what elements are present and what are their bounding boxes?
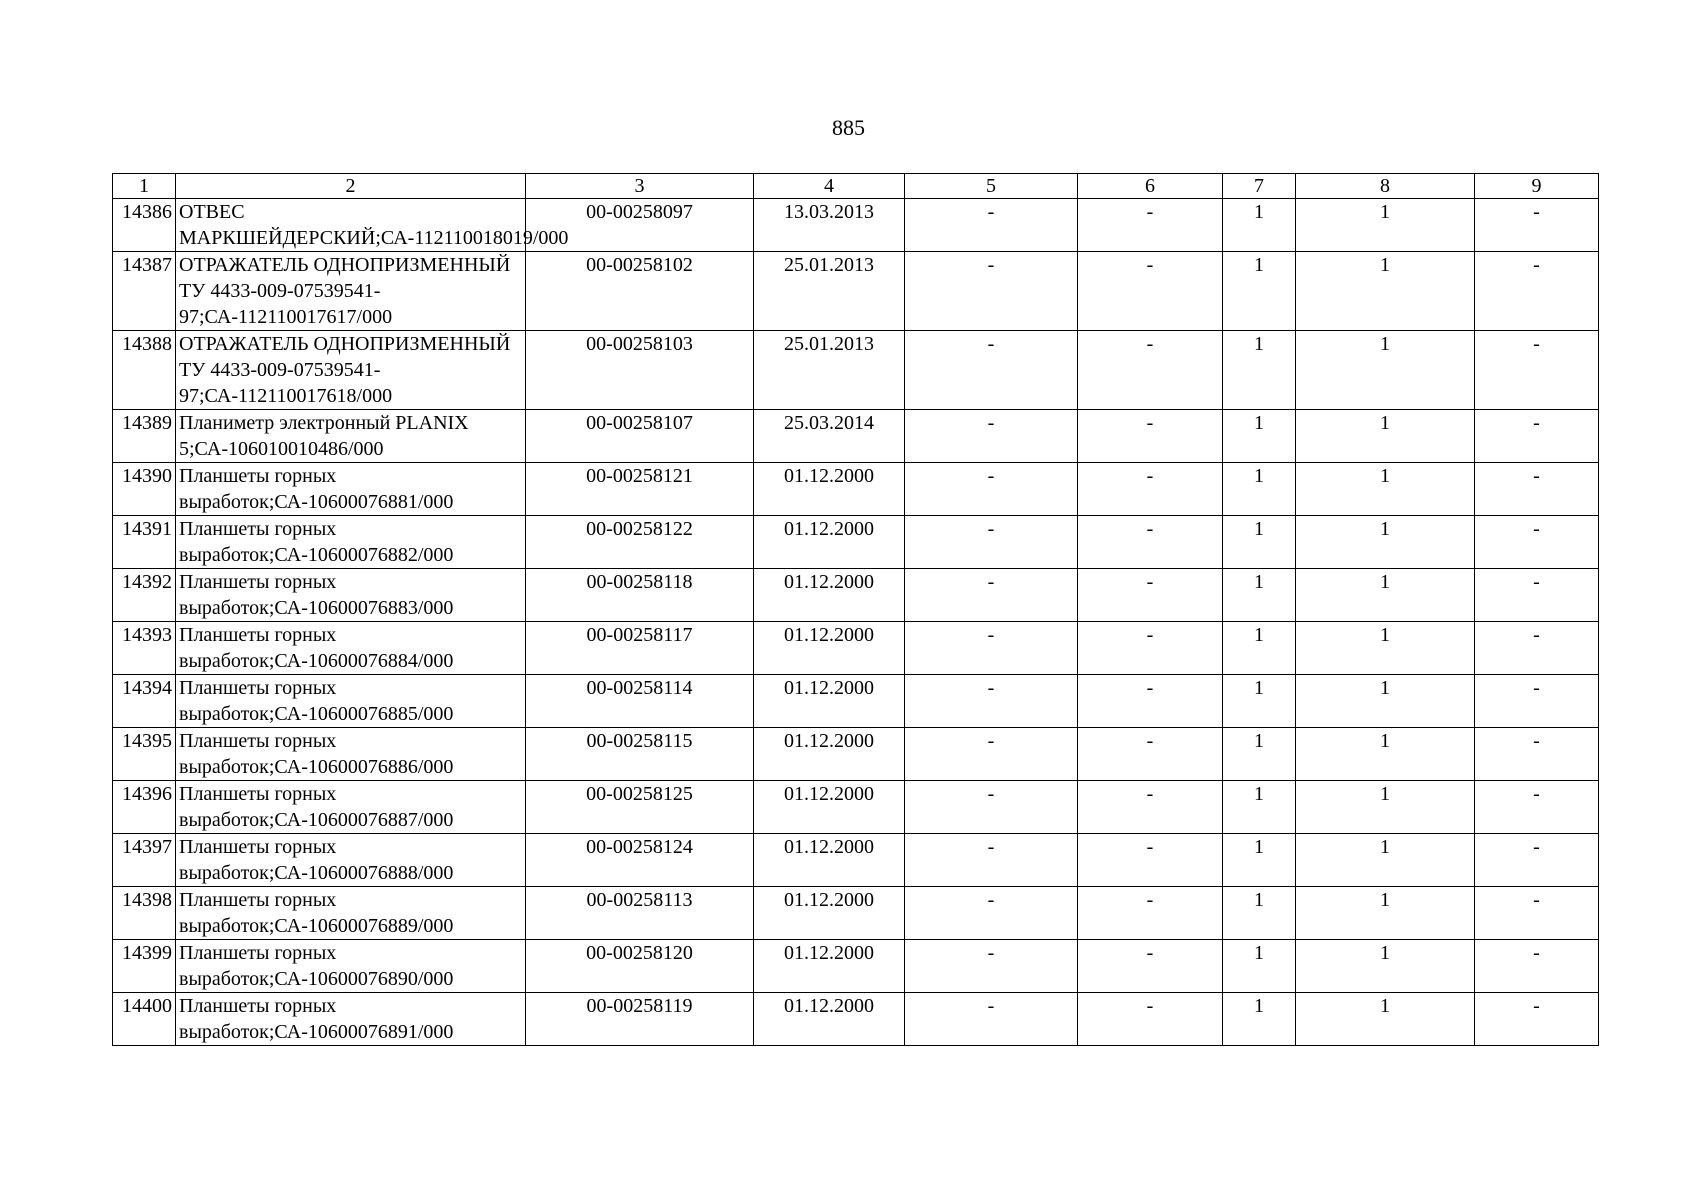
- row-number-cell: 14395: [113, 728, 176, 781]
- column-5-cell: -: [905, 834, 1078, 887]
- table-row: [113, 887, 1599, 940]
- column-6-cell: -: [1078, 675, 1223, 728]
- column-7-cell: 1: [1223, 781, 1296, 834]
- page-number: 885: [832, 115, 865, 140]
- item-name-cell: Планшеты горных выработок;СА-10600076886/000: [176, 728, 526, 781]
- column-6-cell: -: [1078, 569, 1223, 622]
- date-cell: 01.12.2000: [754, 728, 905, 781]
- column-8-cell: 1: [1296, 993, 1475, 1046]
- table-row: [113, 516, 1599, 569]
- column-8-cell: 1: [1296, 940, 1475, 993]
- header-cell: 1: [113, 174, 176, 199]
- table-row: [113, 781, 1599, 834]
- row-number-cell: 14390: [113, 463, 176, 516]
- header-row: [113, 174, 1599, 199]
- column-8-cell: 1: [1296, 199, 1475, 252]
- column-5-cell: -: [905, 887, 1078, 940]
- table-row: [113, 199, 1599, 252]
- header-cell: 6: [1078, 174, 1223, 199]
- column-9-cell: -: [1475, 199, 1599, 252]
- column-7-cell: 1: [1223, 834, 1296, 887]
- column-8-cell: 1: [1296, 834, 1475, 887]
- row-number-cell: 14391: [113, 516, 176, 569]
- header-cell: 8: [1296, 174, 1475, 199]
- date-cell: 01.12.2000: [754, 569, 905, 622]
- row-number-cell: 14396: [113, 781, 176, 834]
- column-9-cell: -: [1475, 516, 1599, 569]
- column-7-cell: 1: [1223, 993, 1296, 1046]
- inventory-code-cell: 00-00258113: [526, 887, 754, 940]
- column-6-cell: -: [1078, 331, 1223, 410]
- date-cell: 25.01.2013: [754, 252, 905, 331]
- column-5-cell: -: [905, 940, 1078, 993]
- column-9-cell: -: [1475, 781, 1599, 834]
- header-cell: 7: [1223, 174, 1296, 199]
- item-name-cell: ОТВЕС МАРКШЕЙДЕРСКИЙ;СА-112110018019/000: [176, 199, 526, 252]
- column-5-cell: -: [905, 781, 1078, 834]
- inventory-code-cell: 00-00258118: [526, 569, 754, 622]
- row-number-cell: 14388: [113, 331, 176, 410]
- inventory-code-cell: 00-00258107: [526, 410, 754, 463]
- column-7-cell: 1: [1223, 728, 1296, 781]
- column-6-cell: -: [1078, 199, 1223, 252]
- inventory-code-cell: 00-00258122: [526, 516, 754, 569]
- column-5-cell: -: [905, 675, 1078, 728]
- column-9-cell: -: [1475, 834, 1599, 887]
- column-5-cell: -: [905, 569, 1078, 622]
- column-5-cell: -: [905, 331, 1078, 410]
- inventory-code-cell: 00-00258124: [526, 834, 754, 887]
- column-8-cell: 1: [1296, 781, 1475, 834]
- item-name-cell: Планшеты горных выработок;СА-10600076889/000: [176, 887, 526, 940]
- item-name-cell: Планшеты горных выработок;СА-10600076890/000: [176, 940, 526, 993]
- item-name-cell: ОТРАЖАТЕЛЬ ОДНОПРИЗМЕННЫЙ ТУ 4433-009-07539541-97;СА-112110017618/000: [176, 331, 526, 410]
- column-8-cell: 1: [1296, 675, 1475, 728]
- table-body: [113, 199, 1599, 1046]
- header-cell: 5: [905, 174, 1078, 199]
- column-9-cell: -: [1475, 728, 1599, 781]
- item-name-cell: Планшеты горных выработок;СА-10600076882/000: [176, 516, 526, 569]
- column-6-cell: -: [1078, 887, 1223, 940]
- row-number-cell: 14386: [113, 199, 176, 252]
- date-cell: 01.12.2000: [754, 516, 905, 569]
- column-6-cell: -: [1078, 834, 1223, 887]
- column-9-cell: -: [1475, 940, 1599, 993]
- header-cell: 9: [1475, 174, 1599, 199]
- date-cell: 01.12.2000: [754, 834, 905, 887]
- column-7-cell: 1: [1223, 410, 1296, 463]
- row-number-cell: 14393: [113, 622, 176, 675]
- column-7-cell: 1: [1223, 463, 1296, 516]
- date-cell: 01.12.2000: [754, 887, 905, 940]
- item-name-cell: Планшеты горных выработок;СА-10600076888/000: [176, 834, 526, 887]
- inventory-code-cell: 00-00258097: [526, 199, 754, 252]
- date-cell: 01.12.2000: [754, 781, 905, 834]
- column-8-cell: 1: [1296, 887, 1475, 940]
- item-name-cell: Планшеты горных выработок;СА-10600076881/000: [176, 463, 526, 516]
- column-7-cell: 1: [1223, 940, 1296, 993]
- date-cell: 13.03.2013: [754, 199, 905, 252]
- item-name-cell: Планшеты горных выработок;СА-10600076885/000: [176, 675, 526, 728]
- column-8-cell: 1: [1296, 410, 1475, 463]
- date-cell: 01.12.2000: [754, 675, 905, 728]
- table-row: [113, 834, 1599, 887]
- column-8-cell: 1: [1296, 516, 1475, 569]
- inventory-code-cell: 00-00258103: [526, 331, 754, 410]
- column-9-cell: -: [1475, 331, 1599, 410]
- inventory-code-cell: 00-00258114: [526, 675, 754, 728]
- column-6-cell: -: [1078, 252, 1223, 331]
- column-7-cell: 1: [1223, 675, 1296, 728]
- item-name-cell: Планшеты горных выработок;СА-10600076891/000: [176, 993, 526, 1046]
- column-8-cell: 1: [1296, 622, 1475, 675]
- header-cell: 3: [526, 174, 754, 199]
- inventory-code-cell: 00-00258115: [526, 728, 754, 781]
- column-9-cell: -: [1475, 252, 1599, 331]
- column-8-cell: 1: [1296, 331, 1475, 410]
- column-6-cell: -: [1078, 622, 1223, 675]
- header-cell: 2: [176, 174, 526, 199]
- row-number-cell: 14398: [113, 887, 176, 940]
- inventory-code-cell: 00-00258121: [526, 463, 754, 516]
- row-number-cell: 14400: [113, 993, 176, 1046]
- inventory-code-cell: 00-00258117: [526, 622, 754, 675]
- date-cell: 01.12.2000: [754, 940, 905, 993]
- column-7-cell: 1: [1223, 516, 1296, 569]
- column-8-cell: 1: [1296, 728, 1475, 781]
- column-6-cell: -: [1078, 516, 1223, 569]
- inventory-code-cell: 00-00258125: [526, 781, 754, 834]
- column-7-cell: 1: [1223, 331, 1296, 410]
- item-name-cell: Планшеты горных выработок;СА-10600076884/000: [176, 622, 526, 675]
- row-number-cell: 14394: [113, 675, 176, 728]
- item-name-cell: ОТРАЖАТЕЛЬ ОДНОПРИЗМЕННЫЙ ТУ 4433-009-07539541-97;СА-112110017617/000: [176, 252, 526, 331]
- date-cell: 25.01.2013: [754, 331, 905, 410]
- column-6-cell: -: [1078, 993, 1223, 1046]
- header-cell: 4: [754, 174, 905, 199]
- column-8-cell: 1: [1296, 463, 1475, 516]
- column-6-cell: -: [1078, 728, 1223, 781]
- column-9-cell: -: [1475, 993, 1599, 1046]
- column-7-cell: 1: [1223, 622, 1296, 675]
- column-9-cell: -: [1475, 463, 1599, 516]
- column-6-cell: -: [1078, 410, 1223, 463]
- column-5-cell: -: [905, 410, 1078, 463]
- column-6-cell: -: [1078, 940, 1223, 993]
- table-row: [113, 569, 1599, 622]
- column-9-cell: -: [1475, 410, 1599, 463]
- item-name-cell: Планиметр электронный PLANIX 5;СА-106010010486/000: [176, 410, 526, 463]
- column-7-cell: 1: [1223, 252, 1296, 331]
- table-header: [113, 174, 1599, 199]
- table-row: [113, 940, 1599, 993]
- table-row: [113, 622, 1599, 675]
- table-row: [113, 463, 1599, 516]
- date-cell: 01.12.2000: [754, 993, 905, 1046]
- row-number-cell: 14387: [113, 252, 176, 331]
- column-8-cell: 1: [1296, 569, 1475, 622]
- column-5-cell: -: [905, 516, 1078, 569]
- inventory-table: [112, 173, 1599, 1046]
- column-7-cell: 1: [1223, 887, 1296, 940]
- column-6-cell: -: [1078, 463, 1223, 516]
- row-number-cell: 14397: [113, 834, 176, 887]
- date-cell: 01.12.2000: [754, 463, 905, 516]
- inventory-code-cell: 00-00258102: [526, 252, 754, 331]
- column-8-cell: 1: [1296, 252, 1475, 331]
- column-5-cell: -: [905, 728, 1078, 781]
- column-5-cell: -: [905, 993, 1078, 1046]
- inventory-code-cell: 00-00258120: [526, 940, 754, 993]
- column-5-cell: -: [905, 199, 1078, 252]
- table-row: [113, 728, 1599, 781]
- column-5-cell: -: [905, 622, 1078, 675]
- date-cell: 01.12.2000: [754, 622, 905, 675]
- row-number-cell: 14392: [113, 569, 176, 622]
- column-9-cell: -: [1475, 675, 1599, 728]
- column-6-cell: -: [1078, 781, 1223, 834]
- column-7-cell: 1: [1223, 569, 1296, 622]
- column-5-cell: -: [905, 252, 1078, 331]
- item-name-cell: Планшеты горных выработок;СА-10600076887/000: [176, 781, 526, 834]
- column-5-cell: -: [905, 463, 1078, 516]
- table-row: [113, 993, 1599, 1046]
- column-9-cell: -: [1475, 887, 1599, 940]
- inventory-code-cell: 00-00258119: [526, 993, 754, 1046]
- table-row: [113, 252, 1599, 331]
- column-7-cell: 1: [1223, 199, 1296, 252]
- table-row: [113, 331, 1599, 410]
- column-9-cell: -: [1475, 622, 1599, 675]
- date-cell: 25.03.2014: [754, 410, 905, 463]
- row-number-cell: 14389: [113, 410, 176, 463]
- column-9-cell: -: [1475, 569, 1599, 622]
- table-row: [113, 675, 1599, 728]
- item-name-cell: Планшеты горных выработок;СА-10600076883/000: [176, 569, 526, 622]
- table-row: [113, 410, 1599, 463]
- row-number-cell: 14399: [113, 940, 176, 993]
